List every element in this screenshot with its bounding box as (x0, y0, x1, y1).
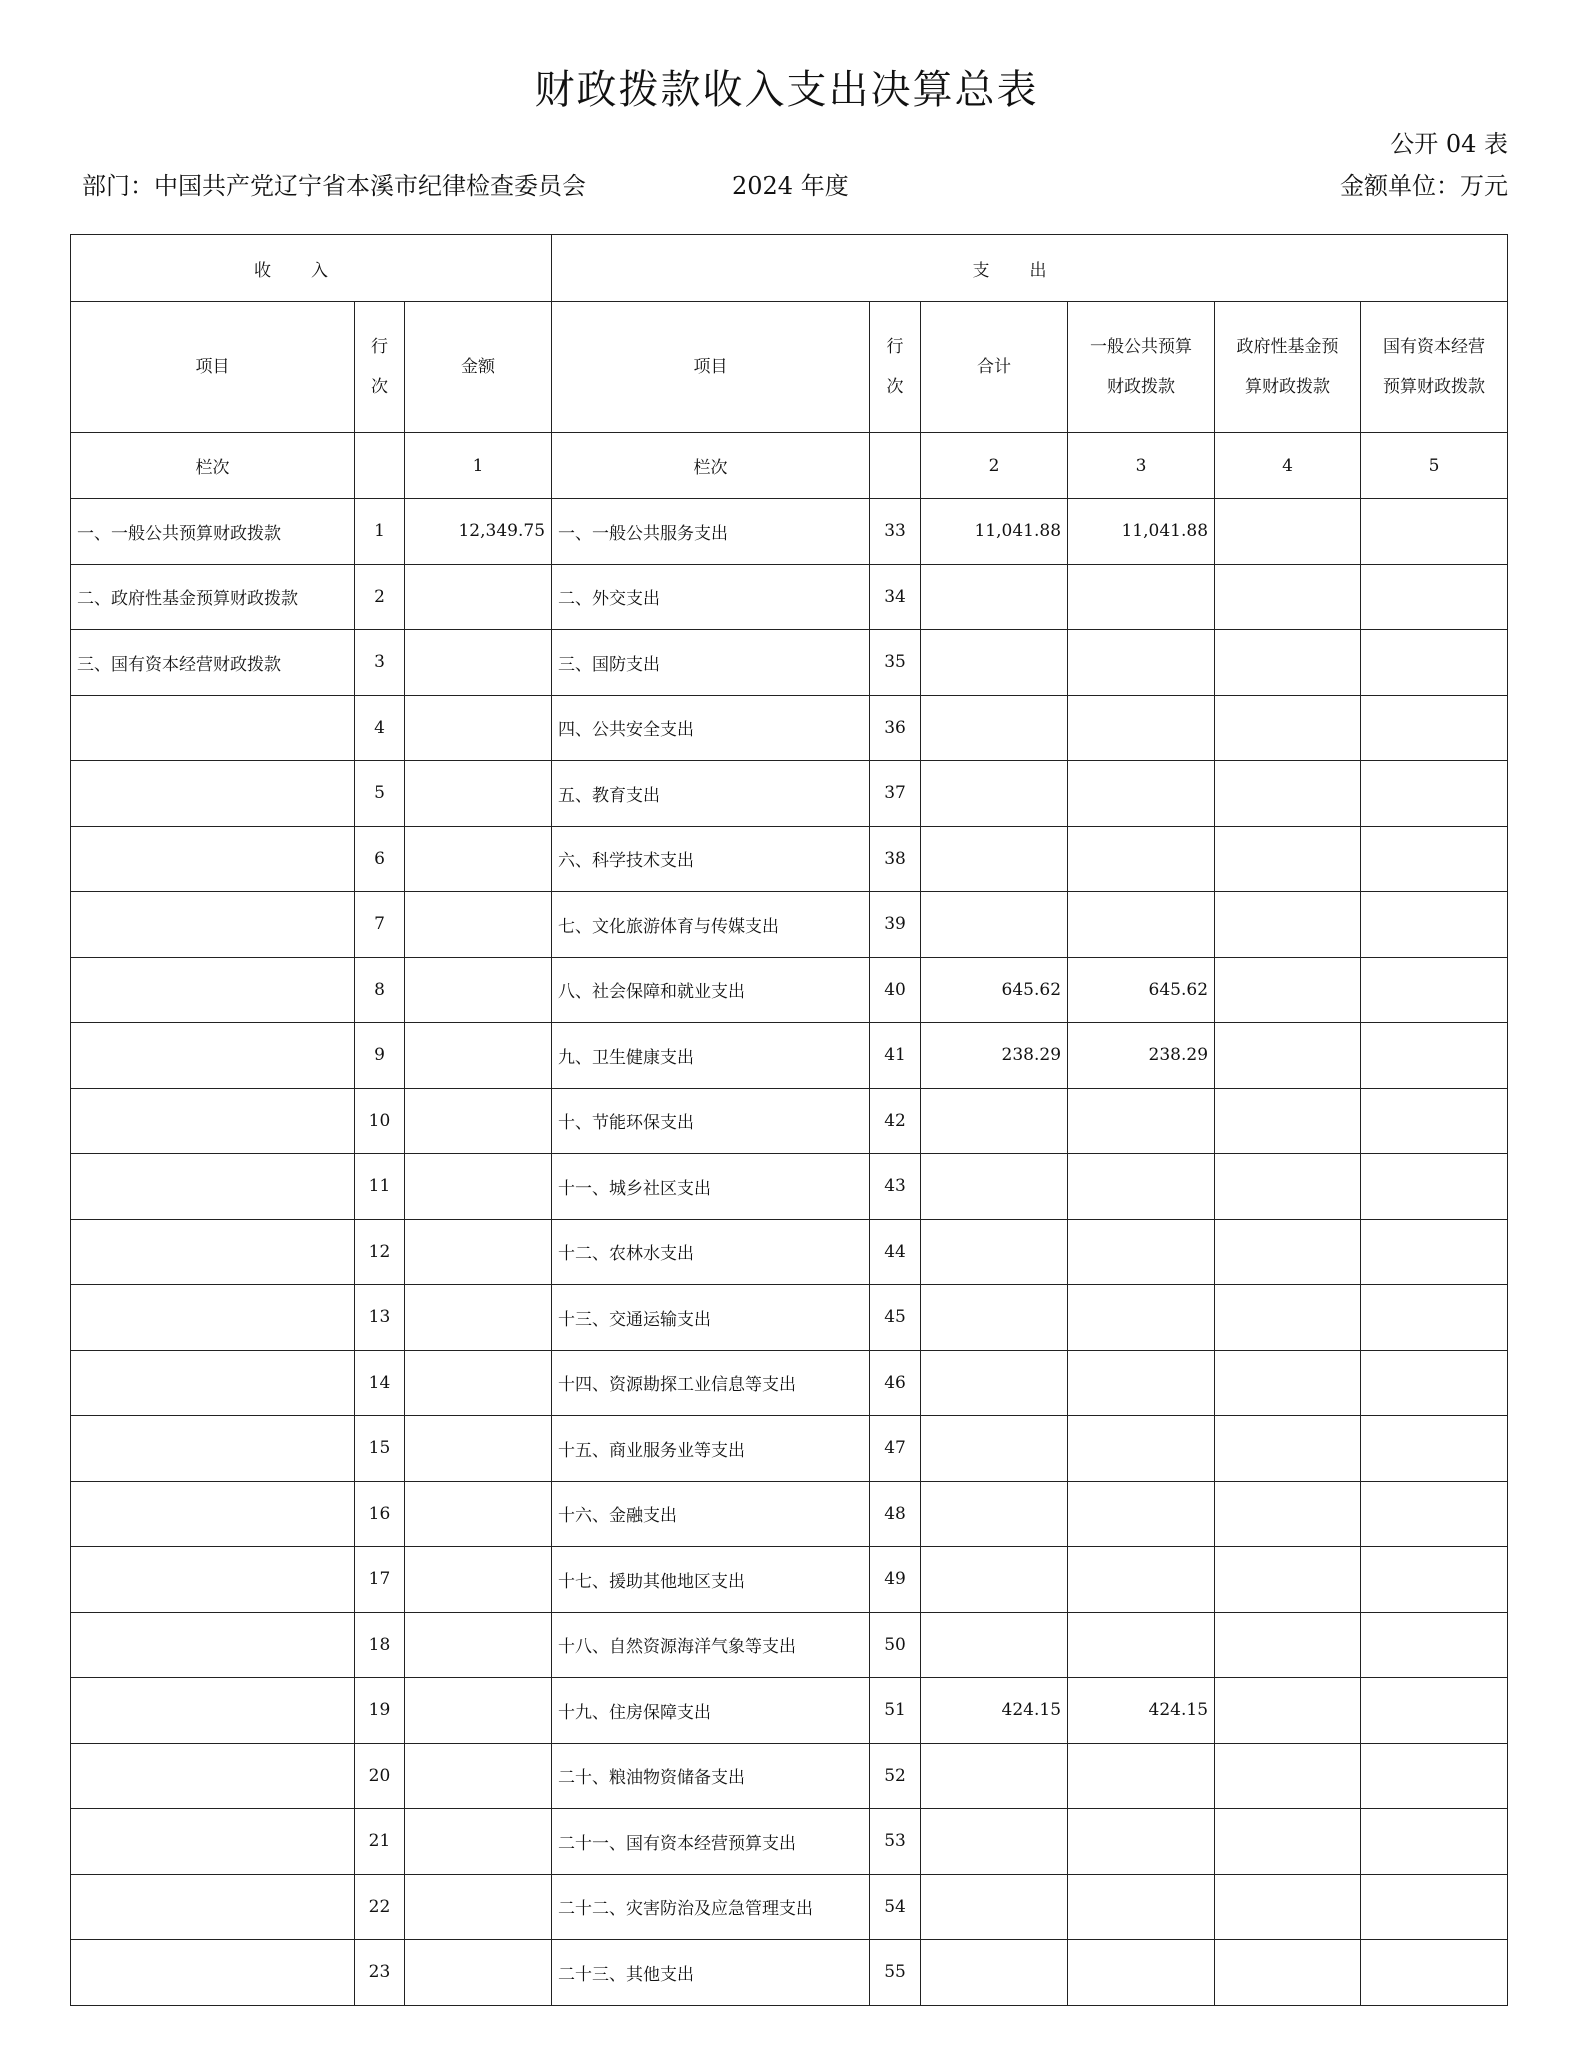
cell-fund (1215, 1285, 1361, 1351)
cell-income-amount (405, 1874, 552, 1940)
header-state-line-1: 国有资本经营 (1383, 337, 1486, 357)
cell-total (921, 1612, 1068, 1678)
cell-state (1361, 1350, 1508, 1416)
cell-fund (1215, 1416, 1361, 1482)
cell-income-amount (405, 695, 552, 761)
cell-general (1068, 1743, 1215, 1809)
cell-income-amount (405, 630, 552, 696)
cell-total (921, 1350, 1068, 1416)
lanci-empty-1 (355, 433, 405, 499)
cell-income-amount (405, 1219, 552, 1285)
cell-income-amount (405, 1612, 552, 1678)
cell-expense-line: 54 (870, 1874, 921, 1940)
table-row (71, 1219, 1508, 1285)
lanci-label-expense: 栏次 (552, 433, 870, 499)
cell-expense-line: 53 (870, 1809, 921, 1875)
table-row (71, 1743, 1508, 1809)
column-header-row (71, 302, 1508, 433)
cell-income-item (71, 826, 355, 892)
cell-expense-item: 六、科学技术支出 (552, 826, 870, 892)
cell-fund (1215, 1612, 1361, 1678)
cell-expense-line: 42 (870, 1088, 921, 1154)
cell-income-item (71, 1547, 355, 1613)
table-row (71, 1481, 1508, 1547)
cell-state (1361, 1809, 1508, 1875)
cell-income-line: 17 (355, 1547, 405, 1613)
cell-fund (1215, 1350, 1361, 1416)
cell-expense-line: 48 (870, 1481, 921, 1547)
cell-general (1068, 1612, 1215, 1678)
cell-general (1068, 1547, 1215, 1613)
cell-state (1361, 1416, 1508, 1482)
header-state-line-2: 预算财政拨款 (1383, 377, 1486, 397)
cell-expense-line: 40 (870, 957, 921, 1023)
cell-income-amount (405, 564, 552, 630)
table-row (71, 564, 1508, 630)
cell-total (921, 1088, 1068, 1154)
header-income-amount: 金额 (405, 302, 552, 433)
cell-fund (1215, 499, 1361, 565)
cell-income-item (71, 1612, 355, 1678)
header-income-line-char-2: 次 (371, 377, 388, 397)
cell-fund (1215, 564, 1361, 630)
cell-state (1361, 1612, 1508, 1678)
cell-income-line: 1 (355, 499, 405, 565)
cell-income-item (71, 1940, 355, 2006)
header-fund-line-2: 算财政拨款 (1245, 377, 1331, 397)
cell-fund (1215, 1874, 1361, 1940)
cell-fund (1215, 1481, 1361, 1547)
cell-expense-line: 34 (870, 564, 921, 630)
cell-total (921, 1219, 1068, 1285)
header-income-item: 项目 (71, 302, 355, 433)
cell-expense-line: 36 (870, 695, 921, 761)
cell-income-item (71, 1285, 355, 1351)
cell-expense-line: 39 (870, 892, 921, 958)
cell-state (1361, 761, 1508, 827)
cell-general (1068, 564, 1215, 630)
cell-income-item (71, 1219, 355, 1285)
cell-expense-item: 二十三、其他支出 (552, 1940, 870, 2006)
cell-income-line: 14 (355, 1350, 405, 1416)
amount-unit: 金额单位：万元 (1340, 172, 1508, 200)
cell-income-item (71, 761, 355, 827)
cell-expense-item: 九、卫生健康支出 (552, 1023, 870, 1089)
cell-income-line: 3 (355, 630, 405, 696)
cell-general (1068, 1088, 1215, 1154)
cell-general (1068, 826, 1215, 892)
cell-state (1361, 1940, 1508, 2006)
cell-fund (1215, 1940, 1361, 2006)
cell-expense-item: 二十、粮油物资储备支出 (552, 1743, 870, 1809)
cell-income-amount (405, 1547, 552, 1613)
cell-general: 11,041.88 (1068, 499, 1215, 565)
cell-fund (1215, 892, 1361, 958)
cell-state (1361, 1219, 1508, 1285)
cell-state (1361, 1743, 1508, 1809)
cell-fund (1215, 1088, 1361, 1154)
cell-state (1361, 892, 1508, 958)
cell-expense-item: 七、文化旅游体育与传媒支出 (552, 892, 870, 958)
cell-income-amount (405, 1678, 552, 1744)
header-income-line-char-1: 行 (371, 337, 388, 357)
cell-income-item (71, 1481, 355, 1547)
cell-income-item (71, 1416, 355, 1482)
cell-general (1068, 1874, 1215, 1940)
cell-total: 645.62 (921, 957, 1068, 1023)
header-fund-line-1: 政府性基金预 (1236, 337, 1339, 357)
cell-income-amount (405, 1809, 552, 1875)
header-total: 合计 (921, 302, 1068, 433)
cell-income-amount (405, 1481, 552, 1547)
cell-fund (1215, 1547, 1361, 1613)
header-general-budget (1068, 302, 1215, 433)
cell-state (1361, 1874, 1508, 1940)
section-expense: 支出 (552, 235, 1508, 302)
cell-fund (1215, 630, 1361, 696)
cell-expense-line: 33 (870, 499, 921, 565)
cell-income-item (71, 695, 355, 761)
cell-income-amount (405, 1416, 552, 1482)
cell-expense-line: 44 (870, 1219, 921, 1285)
cell-expense-item: 十、节能环保支出 (552, 1088, 870, 1154)
lanci-label-income: 栏次 (71, 433, 355, 499)
table-row (71, 1023, 1508, 1089)
cell-state (1361, 1481, 1508, 1547)
cell-expense-item: 五、教育支出 (552, 761, 870, 827)
cell-income-line: 13 (355, 1285, 405, 1351)
cell-income-amount (405, 1154, 552, 1220)
cell-expense-line: 46 (870, 1350, 921, 1416)
cell-fund (1215, 1809, 1361, 1875)
cell-income-item (71, 1743, 355, 1809)
header-income-line (355, 302, 405, 433)
cell-income-line: 8 (355, 957, 405, 1023)
cell-general (1068, 695, 1215, 761)
cell-general (1068, 892, 1215, 958)
cell-state (1361, 1023, 1508, 1089)
header-general-line-2: 财政拨款 (1107, 377, 1176, 397)
cell-expense-line: 37 (870, 761, 921, 827)
cell-total (921, 1874, 1068, 1940)
cell-income-line: 18 (355, 1612, 405, 1678)
cell-total (921, 1481, 1068, 1547)
cell-expense-item: 二十一、国有资本经营预算支出 (552, 1809, 870, 1875)
cell-total: 238.29 (921, 1023, 1068, 1089)
table-row (71, 1416, 1508, 1482)
cell-state (1361, 695, 1508, 761)
cell-expense-line: 49 (870, 1547, 921, 1613)
cell-expense-item: 十六、金融支出 (552, 1481, 870, 1547)
cell-expense-item: 十九、住房保障支出 (552, 1678, 870, 1744)
lanci-col-4: 4 (1215, 433, 1361, 499)
cell-income-amount (405, 892, 552, 958)
table-row (71, 499, 1508, 565)
cell-expense-item: 十五、商业服务业等支出 (552, 1416, 870, 1482)
cell-income-item: 三、国有资本经营财政拨款 (71, 630, 355, 696)
cell-expense-item: 二十二、灾害防治及应急管理支出 (552, 1874, 870, 1940)
table-row (71, 1154, 1508, 1220)
cell-income-line: 23 (355, 1940, 405, 2006)
cell-expense-item: 十八、自然资源海洋气象等支出 (552, 1612, 870, 1678)
table-row (71, 1088, 1508, 1154)
lanci-col-3: 3 (1068, 433, 1215, 499)
table-row (71, 695, 1508, 761)
cell-expense-item: 十七、援助其他地区支出 (552, 1547, 870, 1613)
header-fund-budget (1215, 302, 1361, 433)
cell-income-amount (405, 1743, 552, 1809)
cell-expense-line: 35 (870, 630, 921, 696)
table-row (71, 1940, 1508, 2006)
cell-income-line: 2 (355, 564, 405, 630)
header-expense-line-char-2: 次 (886, 377, 904, 397)
cell-income-line: 10 (355, 1088, 405, 1154)
table-row (71, 957, 1508, 1023)
lanci-col-2: 2 (921, 433, 1068, 499)
cell-fund (1215, 695, 1361, 761)
lanci-col-5: 5 (1361, 433, 1508, 499)
cell-expense-item: 一、一般公共服务支出 (552, 499, 870, 565)
cell-income-item (71, 1088, 355, 1154)
cell-general (1068, 1809, 1215, 1875)
cell-income-amount (405, 826, 552, 892)
department-label: 部门：中国共产党辽宁省本溪市纪律检查委员会 (82, 172, 586, 200)
cell-expense-line: 52 (870, 1743, 921, 1809)
cell-income-line: 20 (355, 1743, 405, 1809)
cell-state (1361, 957, 1508, 1023)
cell-expense-item: 十四、资源勘探工业信息等支出 (552, 1350, 870, 1416)
table-row (71, 1678, 1508, 1744)
cell-total (921, 1743, 1068, 1809)
cell-fund (1215, 1219, 1361, 1285)
cell-income-line: 9 (355, 1023, 405, 1089)
cell-expense-line: 43 (870, 1154, 921, 1220)
cell-income-amount (405, 1350, 552, 1416)
cell-fund (1215, 1154, 1361, 1220)
cell-expense-line: 51 (870, 1678, 921, 1744)
cell-general (1068, 1219, 1215, 1285)
cell-income-item (71, 957, 355, 1023)
header-expense-line-char-1: 行 (886, 337, 904, 357)
cell-income-line: 11 (355, 1154, 405, 1220)
cell-general (1068, 761, 1215, 827)
cell-expense-item: 十一、城乡社区支出 (552, 1154, 870, 1220)
cell-income-item: 一、一般公共预算财政拨款 (71, 499, 355, 565)
cell-fund (1215, 761, 1361, 827)
cell-general (1068, 1940, 1215, 2006)
budget-table (70, 234, 1508, 2006)
header-general-line-1: 一般公共预算 (1090, 337, 1193, 357)
table-row (71, 1612, 1508, 1678)
cell-income-amount (405, 761, 552, 827)
cell-total (921, 1809, 1068, 1875)
cell-fund (1215, 1023, 1361, 1089)
cell-state (1361, 499, 1508, 565)
cell-general (1068, 630, 1215, 696)
cell-expense-item: 四、公共安全支出 (552, 695, 870, 761)
cell-general (1068, 1154, 1215, 1220)
cell-income-line: 7 (355, 892, 405, 958)
cell-state (1361, 1547, 1508, 1613)
meta-line (82, 166, 1508, 200)
table-row (71, 1874, 1508, 1940)
cell-total: 11,041.88 (921, 499, 1068, 565)
header-expense-line (870, 302, 921, 433)
cell-total (921, 630, 1068, 696)
cell-general: 645.62 (1068, 957, 1215, 1023)
cell-state (1361, 630, 1508, 696)
cell-state (1361, 564, 1508, 630)
cell-state (1361, 826, 1508, 892)
cell-income-amount (405, 1088, 552, 1154)
table-row (71, 826, 1508, 892)
table-row (71, 1285, 1508, 1351)
cell-expense-line: 47 (870, 1416, 921, 1482)
cell-general: 238.29 (1068, 1023, 1215, 1089)
header-state-capital-budget (1361, 302, 1508, 433)
cell-total (921, 1547, 1068, 1613)
cell-expense-line: 45 (870, 1285, 921, 1351)
cell-fund (1215, 1743, 1361, 1809)
header-expense-item: 项目 (552, 302, 870, 433)
cell-total (921, 892, 1068, 958)
cell-total (921, 1285, 1068, 1351)
cell-total (921, 1940, 1068, 2006)
cell-income-item (71, 1678, 355, 1744)
cell-income-line: 6 (355, 826, 405, 892)
lanci-row (71, 433, 1508, 499)
cell-total (921, 1416, 1068, 1482)
cell-income-item (71, 1809, 355, 1875)
cell-state (1361, 1154, 1508, 1220)
cell-income-line: 22 (355, 1874, 405, 1940)
cell-income-line: 15 (355, 1416, 405, 1482)
cell-state (1361, 1678, 1508, 1744)
cell-income-item (71, 1350, 355, 1416)
table-row (71, 761, 1508, 827)
cell-income-amount: 12,349.75 (405, 499, 552, 565)
form-number: 公开 04 表 (1390, 130, 1508, 158)
cell-income-line: 5 (355, 761, 405, 827)
cell-income-amount (405, 1285, 552, 1351)
table-row (71, 1350, 1508, 1416)
cell-expense-line: 50 (870, 1612, 921, 1678)
cell-income-item (71, 1874, 355, 1940)
cell-expense-line: 55 (870, 1940, 921, 2006)
cell-income-item (71, 1154, 355, 1220)
cell-total: 424.15 (921, 1678, 1068, 1744)
cell-general: 424.15 (1068, 1678, 1215, 1744)
cell-expense-line: 38 (870, 826, 921, 892)
table-row (71, 892, 1508, 958)
cell-total (921, 761, 1068, 827)
cell-income-item (71, 1023, 355, 1089)
cell-general (1068, 1481, 1215, 1547)
cell-state (1361, 1285, 1508, 1351)
cell-total (921, 1154, 1068, 1220)
cell-fund (1215, 826, 1361, 892)
cell-expense-line: 41 (870, 1023, 921, 1089)
cell-income-line: 12 (355, 1219, 405, 1285)
cell-total (921, 826, 1068, 892)
table-row (71, 1547, 1508, 1613)
table-row (71, 630, 1508, 696)
cell-state (1361, 1088, 1508, 1154)
cell-expense-item: 八、社会保障和就业支出 (552, 957, 870, 1023)
cell-expense-item: 十三、交通运输支出 (552, 1285, 870, 1351)
cell-fund (1215, 957, 1361, 1023)
cell-income-line: 21 (355, 1809, 405, 1875)
cell-income-amount (405, 1940, 552, 2006)
cell-income-line: 16 (355, 1481, 405, 1547)
cell-total (921, 695, 1068, 761)
cell-income-amount (405, 1023, 552, 1089)
section-income: 收入 (71, 235, 552, 302)
page-title: 财政拨款收入支出决算总表 (534, 67, 1039, 113)
cell-expense-item: 十二、农林水支出 (552, 1219, 870, 1285)
cell-expense-item: 二、外交支出 (552, 564, 870, 630)
fiscal-year: 2024 年度 (732, 172, 849, 200)
cell-income-line: 19 (355, 1678, 405, 1744)
section-header-row (71, 235, 1508, 302)
cell-general (1068, 1350, 1215, 1416)
cell-income-amount (405, 957, 552, 1023)
cell-income-item: 二、政府性基金预算财政拨款 (71, 564, 355, 630)
table-row (71, 1809, 1508, 1875)
cell-expense-item: 三、国防支出 (552, 630, 870, 696)
cell-income-item (71, 892, 355, 958)
cell-income-line: 4 (355, 695, 405, 761)
cell-fund (1215, 1678, 1361, 1744)
cell-general (1068, 1285, 1215, 1351)
cell-general (1068, 1416, 1215, 1482)
lanci-empty-2 (870, 433, 921, 499)
cell-total (921, 564, 1068, 630)
lanci-col-1: 1 (405, 433, 552, 499)
